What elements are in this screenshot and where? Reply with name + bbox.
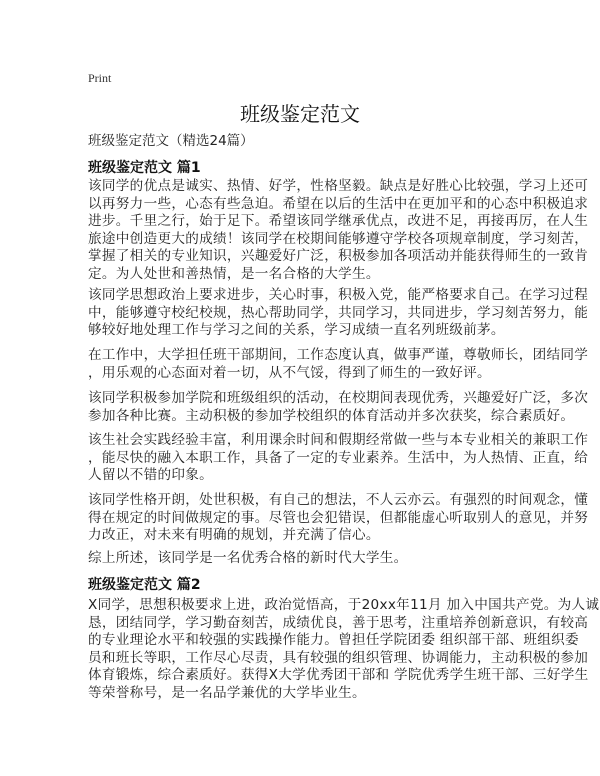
paragraph-line: X同学，思想积极要求上进，政治觉悟高，于20xx年11月 加入中国共产党。为人诚 bbox=[88, 597, 600, 613]
paragraph-line: ，用乐观的心态面对着一切，从不气馁，得到了师生的一致好评。 bbox=[88, 364, 491, 381]
paragraph bbox=[88, 347, 589, 382]
paragraph-line: 综上所述，该同学是一名优秀合格的新时代大学生。 bbox=[88, 550, 408, 566]
paragraph-line: 进步。千里之行，始于足下。希望该同学继承优点，改进不足，再接再厉，在人生 bbox=[88, 213, 589, 229]
paragraph-line: 中，能够遵守校纪校规，热心帮助同学，共同学习，共同进步，学习刻苦努力，能 bbox=[88, 304, 589, 321]
paragraph bbox=[88, 432, 589, 485]
paragraph-line: 恳，团结同学，学习勤奋刻苦，成绩优良，善于思考，注重培养创新意识，有较高 bbox=[88, 614, 589, 631]
paragraph-line: 等荣誉称号，是一名品学兼优的大学毕业生。 bbox=[88, 684, 366, 701]
paragraph bbox=[88, 492, 589, 545]
paragraph-line: 在工作中，大学担任班干部期间，工作态度认真，做事严谨，尊敬师长，团结同学 bbox=[88, 347, 589, 363]
paragraph bbox=[88, 178, 589, 283]
paragraph-line: 该同学性格开朗，处世积极，有自己的想法，不人云亦云。有强烈的时间观念，懂 bbox=[88, 492, 589, 508]
print-link[interactable]: Print bbox=[88, 71, 112, 85]
paragraph-line: 掌握了相关的专业知识，兴趣爱好广泛，积极参加各项活动并能获得师生的一致肯 bbox=[88, 248, 589, 264]
paragraph-line: 够较好地处理工作与学习之间的关系，学习成绩一直名列班级前茅。 bbox=[88, 322, 505, 338]
paragraph-line: 定。为人处世和善热情，是一名合格的大学生。 bbox=[88, 265, 380, 282]
section-heading: 班级鉴定范文 篇1 bbox=[88, 160, 201, 176]
paragraph-line: 员和班长等职，工作尽心尽责，具有较强的组织管理、协调能力，主动积极的参加 bbox=[88, 649, 589, 666]
paragraph-line: 旅途中创造更大的成绩！该同学在校期间能够遵守学校各项规章制度，学习刻苦， bbox=[88, 230, 589, 247]
paragraph-line: ，能尽快的融入本职工作，具备了一定的专业素养。生活中，为人热情、正直，给 bbox=[88, 449, 589, 466]
paragraph bbox=[88, 287, 589, 340]
paragraph bbox=[88, 390, 589, 425]
page-title: 班级鉴定范文 bbox=[240, 102, 360, 126]
section-heading: 班级鉴定范文 篇2 bbox=[88, 577, 201, 593]
paragraph-line: 该同学积极参加学院和班级组织的活动，在校期间表现优秀，兴趣爱好广泛，多次 bbox=[88, 390, 589, 406]
paragraph-line: 该同学的优点是诚实、热情、好学，性格坚毅。缺点是好胜心比较强，学习上还可 bbox=[88, 178, 589, 194]
paragraph-line: 该同学思想政治上要求进步，关心时事，积极入党，能严格要求自己。在学习过程 bbox=[88, 287, 589, 303]
paragraph-line: 的专业理论水平和较强的实践操作能力。曾担任学院团委 组织部干部、班组织委 bbox=[88, 632, 579, 648]
paragraph bbox=[88, 550, 528, 568]
paragraph bbox=[88, 597, 600, 702]
paragraph-line: 得在规定的时间做规定的事。尽管也会犯错误，但都能虚心听取别人的意见，并努 bbox=[88, 509, 589, 526]
paragraph-line: 参加各种比赛。主动积极的参加学校组织的体育活动并多次获奖，综合素质好。 bbox=[88, 407, 575, 424]
paragraph-line: 以再努力一些，心态有些急迫。希望在以后的生活中在更加平和的心态中积极追求 bbox=[88, 195, 589, 212]
paragraph-line: 人留以不错的印象。 bbox=[88, 467, 214, 483]
document-subtitle: 班级鉴定范文（精选24篇） bbox=[88, 133, 254, 149]
paragraph-line: 体育锻炼，综合素质好。获得X大学优秀团干部和 学院优秀学生班干部、三好学生 bbox=[88, 667, 589, 683]
paragraph-line: 该生社会实践经验丰富，利用课余时间和假期经常做一些与本专业相关的兼职工作 bbox=[88, 432, 589, 448]
paragraph-line: 力改正，对未来有明确的规划，并充满了信心。 bbox=[88, 527, 380, 543]
